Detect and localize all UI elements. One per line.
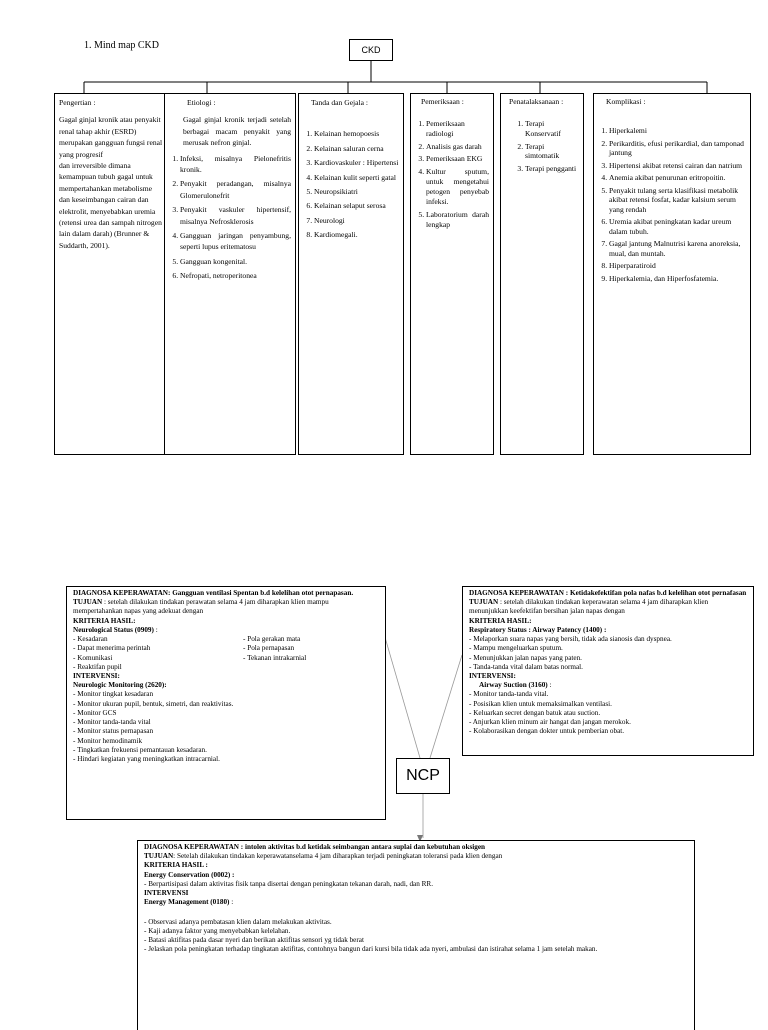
tujuan-label: TUJUAN: [469, 598, 499, 607]
definition-text-1: Gagal ginjal kronik atau penyakit renal tahap akhir (ESRD) merupakan gangguan fungsi renal yang progresif: [59, 115, 163, 159]
list-item: - Tingkatkan frekuensi pemantauan kesadaran.: [73, 746, 379, 755]
list-item: - Pola pernapasan: [243, 644, 306, 653]
list-item: 3. Pemeriksaan EKG: [426, 154, 489, 164]
list-item: - Monitor tanda-tanda vital: [73, 718, 379, 727]
list-item: - Berpartisipasi dalam aktivitas fisik tanpa disertai dengan peningkatan tekanan darah, nadi, dan RR.: [144, 880, 688, 889]
list-item: - Observasi adanya pembatasan klien dalam melakukan aktivitas.: [144, 918, 688, 927]
dx-label: DIAGNOSA KEPERAWATAN: [73, 589, 168, 597]
column-title: Tanda dan Gejala :: [311, 98, 369, 107]
outcome-label: Energy Conservation (0002): [144, 870, 231, 879]
dx-text: intolen aktivitas b.d ketidak seimbangan antara suplai dan kebutuhan oksigen: [244, 843, 486, 851]
intervention-label: Neurologic Monitoring (2620): [73, 681, 165, 690]
ncp-left-box: DIAGNOSA KEPERAWATAN: Gangguan ventilasi Spentan b.d kelelihan otot pernapasan. TUJUAN : setelah dilakukan tindakan perawatan selama 4 jam diharapkan klien mampu mempertahankan napas yang adekuat dengan KRITERIA HASIL: Neurological Status (0909) : - Kesadaran - Dapat menerima perintah - Komunikasi - Reaktifan pupil - Pola gerakan mata - Pola pernapasan - Tekanan intrakarnial INTERVENSI: Neurologic Monitoring (2620): - Monitor tingkat kesadaran - Monitor ukuran pupil, bentuk, simetri, dan reaktivitas. - Monitor GCS - Monitor tanda-tanda vital - Monitor status pernapasan - Monitor hemodinamik - Tingkatkan frekuensi pemantauan kesadaran. - Hindari kegiatan yang meningkatkan intracarnial.: [66, 586, 386, 820]
column-title: Komplikasi :: [606, 97, 646, 106]
list-item: - Anjurkan klien minum air hangat dan jangan merokok.: [469, 718, 747, 727]
list-item: 2. Perikarditis, efusi perikardial, dan tamponad jantung: [609, 139, 746, 158]
list-item: 5. Neuropsikiatri: [314, 186, 399, 197]
list-item: 8. Kardiomegali.: [314, 229, 399, 240]
list-item: - Hindari kegiatan yang meningkatkan intracarnial.: [73, 755, 379, 764]
list-item: 7. Gagal jantung Malnutrisi karena anoreksia, mual, dan muntah.: [609, 239, 746, 258]
ckd-center-node: CKD: [349, 39, 393, 61]
list-item: - Posisikan klien untuk memaksimalkan ventilasi.: [469, 700, 747, 709]
list-item: 6. Uremia akibat peningkatan kadar ureum dalam tubuh.: [609, 217, 746, 236]
column-tanda-gejala: [298, 93, 404, 455]
list-item: 4. Kultur sputum, untuk mengetahui petogen penyebab infeksi.: [426, 167, 489, 206]
intervensi-label: INTERVENSI: [73, 671, 118, 680]
dx-label: DIAGNOSA KEPERAWATAN: [144, 843, 239, 851]
column-title: Etiologi :: [187, 98, 216, 107]
list-item: 1. Infeksi, misalnya Pielonefritis kronik.: [180, 153, 291, 176]
outcome-label: Neurological Status (0909): [73, 625, 154, 634]
list-item: - Tanda-tanda vital dalam batas normal.: [469, 663, 747, 672]
list-item: - Batasi aktifitas pada dasar nyeri dan berikan aktifitas sensori yg tidak berat: [144, 936, 688, 945]
list-item: 2. Penyakit peradangan, misalnya Glomerulonefrit: [180, 178, 291, 201]
list-item: 3. Terapi pengganti: [525, 164, 579, 174]
list-item: 8. Hiperparatiroid: [609, 261, 746, 270]
list-item: 5. Laboratorium darah lengkap: [426, 210, 489, 230]
list-item: - Kesadaran: [73, 635, 243, 644]
list-item: - Monitor ukuran pupil, bentuk, simetri, dan reaktivitas.: [73, 700, 379, 709]
column-pemeriksaan: [410, 93, 494, 455]
intervention-label: Airway Suction (3160): [479, 681, 548, 690]
list-item: 4. Kelainan kulit seperti gatal: [314, 172, 399, 183]
list-item: - Pola gerakan mata: [243, 635, 306, 644]
list-item: - Monitor status pernapasan: [73, 727, 379, 736]
list-item: 3. Penyakit vaskuler hipertensif, misalnya Nefrosklerosis: [180, 204, 291, 227]
list-item: 7. Neurologi: [314, 215, 399, 226]
list-item: - Tekanan intrakarnial: [243, 654, 306, 663]
list-item: 3. Kardiovaskuler : Hipertensi: [314, 157, 399, 168]
column-pengertian: [54, 93, 168, 455]
ncp-right-box: DIAGNOSA KEPERAWATAN : Ketidakefektifan pola nafas b.d kelelihan otot pernafasan TUJUAN : setelah dilakukan tindakan keperawatan selama 4 jam diharapkan klien menunjukkan keefektifan bersihan jalan napas dengan KRITERIA HASIL: Respiratory Status : Airway Patency (1400) : - Melaporkan suara napas yang bersih, tidak ada sianosis dan dyspnea. - Mampu mengeluarkan sputum. - Menunjukkan jalan napas yang paten. - Tanda-tanda vital dalam batas normal. INTERVENSI: Airway Suction (3160) : - Monitor tanda-tanda vital. - Posisikan klien untuk memaksimalkan ventilasi. - Keluarkan secret dengan batuk atau suction. - Anjurkan klien minum air hangat dan jangan merokok. - Kolaborasikan dengan dokter untuk pemberian obat.: [462, 586, 754, 756]
tujuan-text: : setelah dilakukan tindakan perawatan selama 4 jam diharapkan klien mampu mempertahankan napas yang adekuat dengan: [73, 598, 329, 616]
column-title: Pemeriksaan :: [421, 97, 464, 106]
list-item: - Mampu mengeluarkan sputum.: [469, 644, 747, 653]
list-item: - Komunikasi: [73, 654, 243, 663]
outcome-grid: [73, 635, 379, 672]
intervensi-label: INTERVENSI: [144, 889, 189, 898]
column-etiologi: [164, 93, 296, 455]
list-item: 6. Nefropati, netroperitonea: [180, 270, 291, 281]
list-item: - Dapat menerima perintah: [73, 644, 243, 653]
list-item: 1. Kelainan hemopoesis: [314, 128, 399, 139]
list-item: - Kolaborasikan dengan dokter untuk pemberian obat.: [469, 727, 747, 736]
tujuan-label: TUJUAN: [144, 852, 174, 861]
ncp-bottom-box: DIAGNOSA KEPERAWATAN : intolen aktivitas b.d ketidak seimbangan antara suplai dan kebutuhan oksigen TUJUAN: Setelah dilakukan tindakan keperawatanselama 4 jam diharapkan terjadi peningkatan toleransi pada klien dengan KRITERIA HASIL : Energy Conservation (0002) : - Berpartisipasi dalam aktivitas fisik tanpa disertai dengan peningkatan tekanan darah, nadi, dan RR. INTERVENSI Energy Management (0180) : - Observasi adanya pembatasan klien dalam melakukan aktivitas. - Kaji adanya faktor yang menyebabkan kelelahan. - Batasi aktifitas pada dasar nyeri dan berikan aktifitas sensori yg tidak berat - Jelaskan pola peningkatan terhadap tingkatan aktifitas, contohnya bangun dari kursi bila tidak ada nyeri, ambulasi dan istirahat selama 1 jam setelah makan.: [137, 840, 695, 1030]
dx-text: Ketidakefektifan pola nafas b.d kelelihan otot pernafasan: [569, 589, 747, 597]
list-item: 2. Kelainan saluran cerna: [314, 143, 399, 154]
dx-text: Gangguan ventilasi Spentan b.d kelelihan otot pernapasan.: [172, 589, 354, 597]
list-item: 2. Analisis gas darah: [426, 142, 489, 152]
kriteria-label: KRITERIA HASIL: [73, 616, 134, 625]
list-item: - Melaporkan suara napas yang bersih, tidak ada sianosis dan dyspnea.: [469, 635, 747, 644]
list-item: 1. Hiperkalemi: [609, 126, 746, 135]
list-item: 2. Terapi simtomatik: [525, 142, 579, 162]
kriteria-label: KRITERIA HASIL: [469, 616, 530, 625]
list-item: 6. Kelainan selaput serosa: [314, 200, 399, 211]
definition-text-2: dan irreversible dimana kemampuan tubuh gagal untuk mempertahankan metabolisme dan keseimbangan cairan dan elektrolit, menyebabkan uremia (retensi urea dan sampah nitrogen lain dalam darah) (Brunner & Suddarth, 2001).: [59, 160, 162, 250]
dx-label: DIAGNOSA KEPERAWATAN: [469, 589, 564, 597]
list-item: - Monitor tingkat kesadaran: [73, 690, 379, 699]
list-item: 5. Penyakit tulang serta klasifikasi metabolik akibat retensi fosfat, kadar kalsium serum yang rendah: [609, 186, 746, 214]
list-item: - Monitor hemodinamik: [73, 737, 379, 746]
list-item: 9. Hiperkalemia, dan Hiperfosfatemia.: [609, 274, 746, 283]
column-komplikasi: [593, 93, 751, 455]
intervensi-label: INTERVENSI: [469, 671, 514, 680]
list-item: - Monitor tanda-tanda vital.: [469, 690, 747, 699]
list-item: - Monitor GCS: [73, 709, 379, 718]
column-title: Penatalaksanaan :: [509, 97, 564, 106]
list-item: 1. Terapi Konservatif: [525, 119, 579, 139]
outcome-label: Respiratory Status : Airway Patency (1400): [469, 625, 603, 634]
tujuan-text: : Setelah dilakukan tindakan keperawatanselama 4 jam diharapkan terjadi peningkatan toleransi pada klien dengan: [173, 852, 503, 861]
tujuan-label: TUJUAN: [73, 598, 103, 607]
list-item: 3. Hipertensi akibat retensi cairan dan natrium: [609, 161, 746, 170]
list-item: - Menunjukkan jalan napas yang paten.: [469, 654, 747, 663]
intervention-label: Energy Management (0180): [144, 898, 230, 907]
column-penatalaksanaan: [500, 93, 584, 455]
list-item: - Kaji adanya faktor yang menyebabkan kelelahan.: [144, 927, 688, 936]
column-title: Pengertian :: [59, 98, 96, 107]
kriteria-label: KRITERIA HASIL: [144, 861, 204, 870]
page-heading: 1. Mind map CKD: [84, 40, 159, 51]
ncp-center-node: NCP: [396, 758, 450, 794]
list-item: 5. Gangguan kongenital.: [180, 256, 291, 267]
list-item: 4. Gangguan jaringan penyambung, seperti lupus eritematosu: [180, 230, 291, 253]
tujuan-text: : setelah dilakukan tindakan keperawatan selama 4 jam diharapkan klien menunjukkan keefektifan bersihan jalan napas dengan: [469, 598, 709, 616]
list-item: 4. Anemia akibat penurunan eritropoitin.: [609, 173, 746, 182]
list-item: - Jelaskan pola peningkatan terhadap tingkatan aktifitas, contohnya bangun dari kursi bila tidak ada nyeri, ambulasi dan istirahat selama 1 jam setelah makan.: [144, 945, 688, 954]
list-item: - Keluarkan secret dengan batuk atau suction.: [469, 709, 747, 718]
etiologi-intro: Gagal ginjal kronik terjadi setelah berbagai macam penyakit yang merusak nefron ginjal.: [183, 115, 291, 148]
list-item: 1. Pemeriksaan radiologi: [426, 119, 489, 139]
list-item: - Reaktifan pupil: [73, 663, 243, 672]
